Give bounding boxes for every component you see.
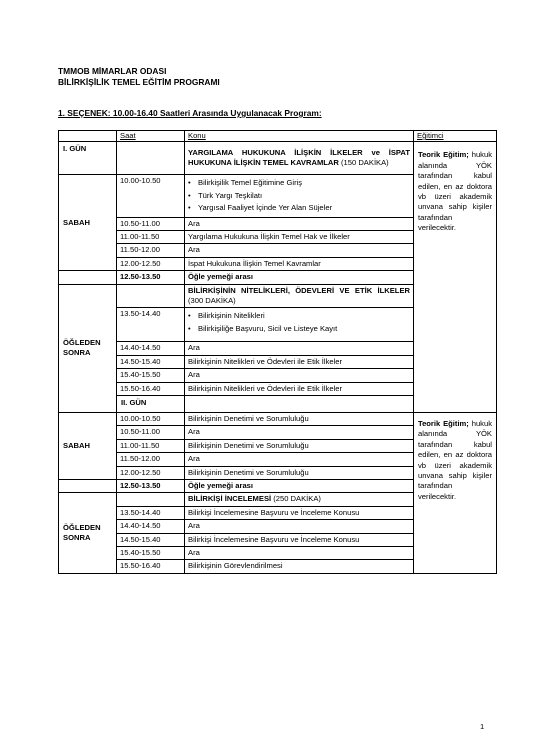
- table-row: 15.50-16.40 Bilirkişinin Görevlendirilmesi: [59, 560, 497, 573]
- program-title: BİLİRKİŞİLİK TEMEL EĞİTİM PROGRAMI: [58, 77, 220, 87]
- day1-module2-duration: (300 DAKİKA): [188, 296, 236, 306]
- table-row: 11.50-12.00 Ara: [59, 244, 497, 257]
- column-header-row: [59, 131, 497, 142]
- day1-module2-title: BİLİRKİŞİNİN NİTELİKLERİ, ÖDEVLERİ VE ETİK İLKELER: [188, 285, 410, 295]
- table-row: SABAH 10.00-10.50 • Bilirkişilik Temel Eğitimine Giriş • Türk Yargı Teşkilatı • Yargısal Faaliyet İçinde Yer Alan Süjeler: [59, 175, 497, 217]
- list-item: • Yargısal Faaliyet İçinde Yer Alan Süjeler: [188, 203, 333, 213]
- list-item: • Bilirkişilik Temel Eğitimine Giriş: [188, 178, 303, 188]
- table-row: 14.40-14.50 Ara: [59, 520, 497, 533]
- day2-module-title: BİLİRKİŞİ İNCELEMESİ: [188, 494, 272, 504]
- page-number: 1: [480, 722, 485, 731]
- table-row: 12.00-12.50 İspat Hukukuna İlişkin Temel Kavramlar: [59, 257, 497, 270]
- day1-module-title: YARGILAMA HUKUKUNA İLİŞKİN İLKELER ve İSPAT HUKUKUNA İLİŞKİN TEMEL KAVRAMLAR: [188, 148, 410, 168]
- day2-trainer: Teorik Eğitim; hukuk alanında YÖK tarafından kabul edilen, en az doktora vb üzeri akademik unvana sahip kişiler tarafından verilecektir.: [414, 412, 497, 573]
- org-title: TMMOB MİMARLAR ODASI: [58, 66, 167, 76]
- table-row: 10.50-11.00 Ara: [59, 426, 497, 439]
- col-saat: Saat: [117, 131, 185, 142]
- table-row: 15.50-16.40 Bilirkişinin Nitelikleri ve Ödevleri ile Etik İlkeler: [59, 382, 497, 395]
- table-row: 15.40-15.50 Ara: [59, 369, 497, 382]
- program-table: [58, 130, 497, 574]
- table-row: 11.50-12.00 Ara: [59, 453, 497, 466]
- day2-module-duration: (250 DAKİKA): [273, 494, 321, 504]
- table-row: 14.40-14.50 Ara: [59, 342, 497, 355]
- table-row: 11.00-11.50 Bilirkişinin Denetimi ve Sorumluluğu: [59, 439, 497, 452]
- col-egitimci: Eğitimci: [414, 131, 497, 142]
- option-title: 1. SEÇENEK: 10.00-16.40 Saatleri Arasında Uygulanacak Program:: [58, 108, 322, 118]
- table-row: 11.00-11.50 Yargılama Hukukuna İlişkin Temel Hak ve İlkeler: [59, 231, 497, 244]
- table-row: 13.50-14.40 • Bilirkişinin Nitelikleri • Bilirkişiliğe Başvuru, Sicil ve Listeye Kayıt: [59, 308, 497, 342]
- day2-morning-label: SABAH: [59, 412, 117, 479]
- table-row: 14.50-15.40 Bilirkişi İncelemesine Başvuru ve İnceleme Konusu: [59, 533, 497, 546]
- list-item: • Bilirkişiliğe Başvuru, Sicil ve Listeye Kayıt: [188, 323, 338, 333]
- table-row: 13.50-14.40 Bilirkişi İncelemesine Başvuru ve İnceleme Konusu: [59, 506, 497, 519]
- table-row: 12.00-12.50 Bilirkişinin Denetimi ve Sorumluluğu: [59, 466, 497, 479]
- table-row: 10.50-11.00 Ara: [59, 217, 497, 230]
- day1-title: I. GÜN: [59, 142, 117, 175]
- day1-module-duration: (150 DAKİKA): [341, 158, 389, 168]
- day2-title: II. GÜN: [117, 395, 185, 412]
- table-row: 15.40-15.50 Ara: [59, 546, 497, 559]
- list-item: • Bilirkişinin Nitelikleri: [188, 311, 265, 321]
- day1-morning-label: SABAH: [59, 175, 117, 271]
- day1-trainer: Teorik Eğitim; hukuk alanında YÖK tarafından kabul edilen, en az doktora vb üzeri akademik unvana sahip kişiler tarafından verilecektir.: [414, 142, 497, 413]
- table-row: SABAH 10.00-10.50 Bilirkişinin Denetimi ve Sorumluluğu Teorik Eğitim; hukuk alanında YÖK tarafından kabul edilen, en az doktora vb üzeri akademik unvana sahip kişiler tarafından verilecektir.: [59, 412, 497, 425]
- lunch-row: 12.50-13.50 Öğle yemeği arası: [59, 479, 497, 492]
- day2-afternoon-label: ÖĞLEDEN SONRA: [59, 493, 117, 573]
- day1-header-row: [59, 142, 497, 175]
- lunch-row: 12.50-13.50 Öğle yemeği arası: [59, 271, 497, 284]
- col-konu: Konu: [185, 131, 414, 142]
- day1-afternoon-label: ÖĞLEDEN SONRA: [59, 284, 117, 412]
- table-row: 14.50-15.40 Bilirkişinin Nitelikleri ve Ödevleri ile Etik İlkeler: [59, 355, 497, 368]
- list-item: • Türk Yargı Teşkilatı: [188, 190, 263, 200]
